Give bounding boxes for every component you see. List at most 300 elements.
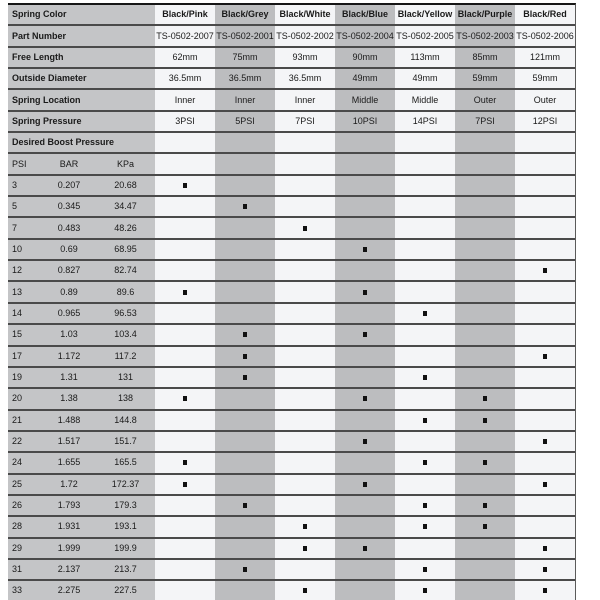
spring-dot-marker [303, 226, 307, 231]
column-header: Black/Blue [335, 5, 395, 24]
spec-value: 59mm [515, 69, 575, 88]
kpa-value: 138 [117, 393, 134, 404]
spring-dot-marker [543, 588, 547, 593]
bar-value: 1.31 [60, 372, 78, 383]
empty-cell [395, 133, 455, 152]
spec-value: 5PSI [215, 112, 275, 131]
spec-value: TS-0502-2003 [455, 26, 515, 45]
spring-dot-marker [423, 460, 427, 465]
boost-values-cell [8, 539, 155, 558]
spring-dot-cell [515, 240, 575, 259]
spring-dot-cell [155, 539, 215, 558]
spec-value: Outer [455, 90, 515, 109]
spring-dot-cell [275, 304, 335, 323]
empty-cell [335, 154, 395, 173]
spring-dot-cell [335, 475, 395, 494]
spring-rate-table [8, 3, 576, 600]
spring-dot-cell [395, 261, 455, 280]
boost-values-cell [8, 453, 155, 472]
spring-dot-cell [515, 517, 575, 536]
empty-cell [155, 154, 215, 173]
spring-dot-marker [363, 439, 367, 444]
spring-dot-cell [455, 389, 515, 408]
spring-dot-cell [395, 560, 455, 579]
spring-dot-cell [155, 304, 215, 323]
spring-dot-cell [155, 347, 215, 366]
boost-values-cell [8, 475, 155, 494]
boost-row [8, 432, 575, 453]
spec-value: 75mm [215, 48, 275, 67]
boost-row [8, 539, 575, 560]
spring-dot-cell [215, 240, 275, 259]
spring-dot-cell [215, 389, 275, 408]
spring-dot-cell [215, 496, 275, 515]
bar-value: 1.172 [57, 350, 81, 361]
spring-dot-cell [155, 432, 215, 451]
spec-value: 90mm [335, 48, 395, 67]
spring-dot-cell [215, 368, 275, 387]
spec-value: Inner [215, 90, 275, 109]
kpa-value: 144.8 [114, 414, 137, 425]
spec-row-label: Spring Location [8, 90, 155, 109]
unit-header-psi: PSI [12, 158, 27, 169]
boost-values-cell [8, 240, 155, 259]
kpa-value: 48.26 [114, 222, 137, 233]
spring-dot-cell [275, 539, 335, 558]
spring-dot-cell [335, 218, 395, 237]
spring-dot-cell [455, 304, 515, 323]
spec-value: 7PSI [455, 112, 515, 131]
spring-dot-cell [275, 197, 335, 216]
boost-values-cell [8, 389, 155, 408]
spring-dot-cell [155, 496, 215, 515]
column-header: Black/Purple [455, 5, 515, 24]
section-row [8, 133, 575, 154]
spec-row-label: Spring Color [8, 5, 155, 24]
psi-value: 13 [12, 286, 23, 297]
spring-dot-cell [395, 240, 455, 259]
spring-dot-cell [155, 475, 215, 494]
spring-dot-marker [303, 524, 307, 529]
spring-dot-cell [455, 240, 515, 259]
spring-dot-cell [155, 560, 215, 579]
spring-dot-cell [215, 261, 275, 280]
spring-dot-cell [215, 325, 275, 344]
spring-dot-marker [483, 460, 487, 465]
section-label: Desired Boost Pressure [8, 133, 155, 152]
spec-value: 3PSI [155, 112, 215, 131]
spec-value: 36.5mm [275, 69, 335, 88]
spec-row-label: Part Number [8, 26, 155, 45]
boost-values-cell [8, 560, 155, 579]
column-header: Black/Grey [215, 5, 275, 24]
spring-dot-cell [515, 389, 575, 408]
spring-dot-cell [275, 411, 335, 430]
spring-dot-cell [275, 432, 335, 451]
spring-dot-cell [335, 282, 395, 301]
psi-value: 28 [12, 521, 23, 532]
spring-dot-marker [423, 588, 427, 593]
spring-dot-marker [363, 396, 367, 401]
spring-dot-cell [215, 539, 275, 558]
boost-values-cell [8, 197, 155, 216]
spec-value: 14PSI [395, 112, 455, 131]
spring-dot-marker [483, 503, 487, 508]
boost-row [8, 304, 575, 325]
spring-dot-cell [335, 368, 395, 387]
boost-row [8, 475, 575, 496]
spring-dot-marker [243, 354, 247, 359]
spec-value: 62mm [155, 48, 215, 67]
spring-dot-cell [515, 560, 575, 579]
spring-dot-marker [543, 354, 547, 359]
spring-dot-cell [335, 304, 395, 323]
spring-dot-cell [335, 432, 395, 451]
spring-dot-cell [395, 368, 455, 387]
psi-value: 10 [12, 243, 23, 254]
spring-dot-cell [395, 475, 455, 494]
spring-dot-cell [395, 176, 455, 195]
spring-dot-cell [335, 411, 395, 430]
spec-value: 36.5mm [215, 69, 275, 88]
spring-dot-marker [183, 482, 187, 487]
empty-cell [275, 154, 335, 173]
kpa-value: 151.7 [114, 436, 137, 447]
boost-values-cell [8, 368, 155, 387]
spring-dot-cell [215, 432, 275, 451]
spring-dot-marker [423, 524, 427, 529]
spring-dot-cell [455, 197, 515, 216]
spec-row [8, 5, 575, 26]
spring-dot-cell [215, 304, 275, 323]
spring-dot-cell [155, 282, 215, 301]
boost-row [8, 347, 575, 368]
boost-values-cell [8, 432, 155, 451]
psi-value: 3 [12, 179, 18, 190]
empty-cell [215, 154, 275, 173]
spec-row [8, 26, 575, 47]
spring-dot-cell [215, 560, 275, 579]
spring-dot-marker [243, 503, 247, 508]
psi-value: 15 [12, 329, 23, 340]
boost-row [8, 240, 575, 261]
boost-row [8, 176, 575, 197]
spring-dot-marker [483, 396, 487, 401]
spring-dot-cell [335, 539, 395, 558]
boost-values-cell [8, 218, 155, 237]
spec-row [8, 90, 575, 111]
boost-row [8, 325, 575, 346]
spring-dot-cell [215, 453, 275, 472]
spec-value: Inner [275, 90, 335, 109]
spring-dot-cell [455, 347, 515, 366]
spec-value: 49mm [335, 69, 395, 88]
spring-dot-cell [455, 560, 515, 579]
boost-row [8, 368, 575, 389]
psi-value: 24 [12, 457, 23, 468]
bar-value: 1.655 [57, 457, 81, 468]
spec-value: TS-0502-2004 [335, 26, 395, 45]
bar-value: 1.03 [60, 329, 78, 340]
psi-value: 12 [12, 265, 23, 276]
spring-dot-cell [515, 581, 575, 600]
psi-value: 14 [12, 307, 23, 318]
kpa-value: 227.5 [114, 585, 137, 596]
spring-dot-cell [335, 347, 395, 366]
kpa-value: 82.74 [114, 265, 137, 276]
spring-dot-cell [515, 282, 575, 301]
spec-value: 49mm [395, 69, 455, 88]
boost-values-cell [8, 496, 155, 515]
boost-values-cell [8, 282, 155, 301]
column-header: Black/White [275, 5, 335, 24]
spring-dot-cell [395, 581, 455, 600]
bar-value: 1.488 [57, 414, 81, 425]
spring-dot-cell [515, 218, 575, 237]
spring-dot-cell [515, 539, 575, 558]
spring-dot-cell [455, 411, 515, 430]
kpa-value: 193.1 [114, 521, 137, 532]
spring-dot-marker [183, 396, 187, 401]
spring-dot-cell [455, 475, 515, 494]
spring-dot-marker [243, 204, 247, 209]
spring-dot-marker [423, 418, 427, 423]
column-header: Black/Red [515, 5, 575, 24]
spec-value: 12PSI [515, 112, 575, 131]
spring-dot-cell [515, 347, 575, 366]
spring-dot-cell [275, 176, 335, 195]
spring-dot-cell [455, 453, 515, 472]
spring-dot-cell [395, 282, 455, 301]
spring-dot-cell [155, 261, 215, 280]
spring-dot-cell [395, 304, 455, 323]
psi-value: 22 [12, 436, 23, 447]
boost-values-cell [8, 411, 155, 430]
unit-header-kpa: KPa [116, 158, 134, 169]
spec-row [8, 48, 575, 69]
spring-dot-cell [335, 197, 395, 216]
spring-dot-cell [215, 282, 275, 301]
bar-value: 0.483 [57, 222, 81, 233]
spring-dot-cell [275, 368, 335, 387]
spring-dot-marker [183, 460, 187, 465]
spring-dot-cell [335, 496, 395, 515]
spring-dot-cell [155, 453, 215, 472]
unit-header-row [8, 154, 575, 175]
bar-value: 1.38 [60, 393, 78, 404]
boost-row [8, 389, 575, 410]
bar-value: 0.207 [57, 179, 81, 190]
spring-dot-marker [303, 588, 307, 593]
spring-dot-marker [543, 546, 547, 551]
spring-dot-cell [455, 218, 515, 237]
spring-dot-cell [335, 560, 395, 579]
kpa-value: 96.53 [114, 307, 137, 318]
spring-dot-cell [155, 411, 215, 430]
boost-values-cell [8, 347, 155, 366]
spring-dot-cell [515, 197, 575, 216]
spec-value: 85mm [455, 48, 515, 67]
spring-dot-cell [215, 411, 275, 430]
spring-dot-marker [483, 524, 487, 529]
spring-dot-cell [275, 517, 335, 536]
spec-value: TS-0502-2007 [155, 26, 215, 45]
bar-value: 0.827 [57, 265, 81, 276]
psi-value: 25 [12, 478, 23, 489]
spring-dot-cell [395, 517, 455, 536]
spring-dot-cell [395, 496, 455, 515]
spring-dot-cell [515, 304, 575, 323]
spring-dot-marker [483, 418, 487, 423]
spring-dot-cell [275, 560, 335, 579]
spring-dot-marker [183, 290, 187, 295]
psi-value: 26 [12, 500, 23, 511]
spring-dot-cell [215, 197, 275, 216]
kpa-value: 179.3 [114, 500, 137, 511]
spring-dot-cell [155, 197, 215, 216]
spring-dot-cell [155, 581, 215, 600]
kpa-value: 131 [117, 372, 134, 383]
spring-dot-marker [543, 268, 547, 273]
psi-value: 5 [12, 201, 18, 212]
spec-row-label: Spring Pressure [8, 112, 155, 131]
spec-value: 7PSI [275, 112, 335, 131]
spec-row-label: Free Length [8, 48, 155, 67]
spring-dot-marker [363, 546, 367, 551]
kpa-value: 213.7 [114, 564, 137, 575]
spring-dot-cell [215, 581, 275, 600]
spring-dot-cell [215, 176, 275, 195]
spring-dot-marker [363, 332, 367, 337]
spring-dot-cell [215, 475, 275, 494]
spring-dot-cell [275, 218, 335, 237]
empty-cell [455, 154, 515, 173]
spring-dot-cell [275, 475, 335, 494]
spring-dot-cell [395, 197, 455, 216]
spring-dot-cell [515, 496, 575, 515]
bar-value: 2.275 [57, 585, 81, 596]
psi-value: 31 [12, 564, 23, 575]
spring-dot-cell [515, 176, 575, 195]
spring-dot-cell [455, 539, 515, 558]
boost-row [8, 560, 575, 581]
spec-value: TS-0502-2005 [395, 26, 455, 45]
boost-values-cell [8, 581, 155, 600]
spring-dot-cell [515, 325, 575, 344]
spring-dot-marker [243, 375, 247, 380]
spring-dot-marker [243, 332, 247, 337]
bar-value: 1.72 [60, 478, 78, 489]
kpa-value: 34.47 [114, 201, 137, 212]
bar-value: 0.965 [57, 307, 81, 318]
spring-dot-cell [335, 325, 395, 344]
boost-values-cell [8, 325, 155, 344]
unit-header-bar: BAR [59, 158, 79, 169]
spring-dot-cell [275, 240, 335, 259]
boost-row [8, 411, 575, 432]
spring-dot-cell [275, 581, 335, 600]
bar-value: 0.69 [60, 243, 78, 254]
spring-dot-cell [455, 261, 515, 280]
spec-value: 93mm [275, 48, 335, 67]
spec-value: Outer [515, 90, 575, 109]
spring-dot-cell [275, 325, 335, 344]
unit-header-cell [8, 154, 155, 173]
spring-dot-marker [363, 482, 367, 487]
spec-value: 113mm [395, 48, 455, 67]
spring-dot-cell [395, 218, 455, 237]
spring-dot-cell [515, 432, 575, 451]
column-header: Black/Yellow [395, 5, 455, 24]
spring-dot-cell [395, 347, 455, 366]
spring-dot-cell [515, 261, 575, 280]
spec-row [8, 69, 575, 90]
boost-row [8, 218, 575, 239]
spring-dot-marker [303, 546, 307, 551]
psi-value: 20 [12, 393, 23, 404]
kpa-value: 165.5 [114, 457, 137, 468]
psi-value: 7 [12, 222, 18, 233]
spring-dot-cell [395, 432, 455, 451]
spring-dot-marker [363, 290, 367, 295]
psi-value: 17 [12, 350, 23, 361]
boost-row [8, 496, 575, 517]
spring-dot-cell [455, 368, 515, 387]
spring-dot-cell [275, 261, 335, 280]
spring-dot-cell [155, 325, 215, 344]
kpa-value: 89.6 [116, 286, 135, 297]
bar-value: 1.793 [57, 500, 81, 511]
spec-value: 59mm [455, 69, 515, 88]
spec-row-label: Outside Diameter [8, 69, 155, 88]
empty-cell [215, 133, 275, 152]
spring-dot-cell [455, 176, 515, 195]
spring-dot-cell [455, 496, 515, 515]
spec-value: Middle [335, 90, 395, 109]
spring-dot-cell [335, 453, 395, 472]
spring-dot-cell [515, 453, 575, 472]
boost-values-cell [8, 517, 155, 536]
spec-row [8, 112, 575, 133]
boost-values-cell [8, 261, 155, 280]
boost-row [8, 581, 575, 600]
spring-dot-cell [455, 282, 515, 301]
spring-dot-cell [335, 240, 395, 259]
bar-value: 1.517 [57, 436, 81, 447]
kpa-value: 68.95 [114, 243, 137, 254]
spec-value: TS-0502-2006 [515, 26, 575, 45]
spring-dot-cell [455, 517, 515, 536]
boost-row [8, 197, 575, 218]
spring-dot-cell [275, 389, 335, 408]
spring-dot-cell [215, 517, 275, 536]
spring-dot-marker [363, 247, 367, 252]
column-header: Black/Pink [155, 5, 215, 24]
spring-dot-marker [423, 311, 427, 316]
spring-dot-cell [215, 218, 275, 237]
empty-cell [155, 133, 215, 152]
spring-dot-cell [395, 325, 455, 344]
empty-cell [515, 133, 575, 152]
empty-cell [275, 133, 335, 152]
boost-row [8, 453, 575, 474]
spring-dot-cell [515, 411, 575, 430]
empty-cell [395, 154, 455, 173]
spring-dot-cell [395, 389, 455, 408]
spring-dot-cell [275, 496, 335, 515]
spring-dot-cell [515, 368, 575, 387]
spec-value: 10PSI [335, 112, 395, 131]
